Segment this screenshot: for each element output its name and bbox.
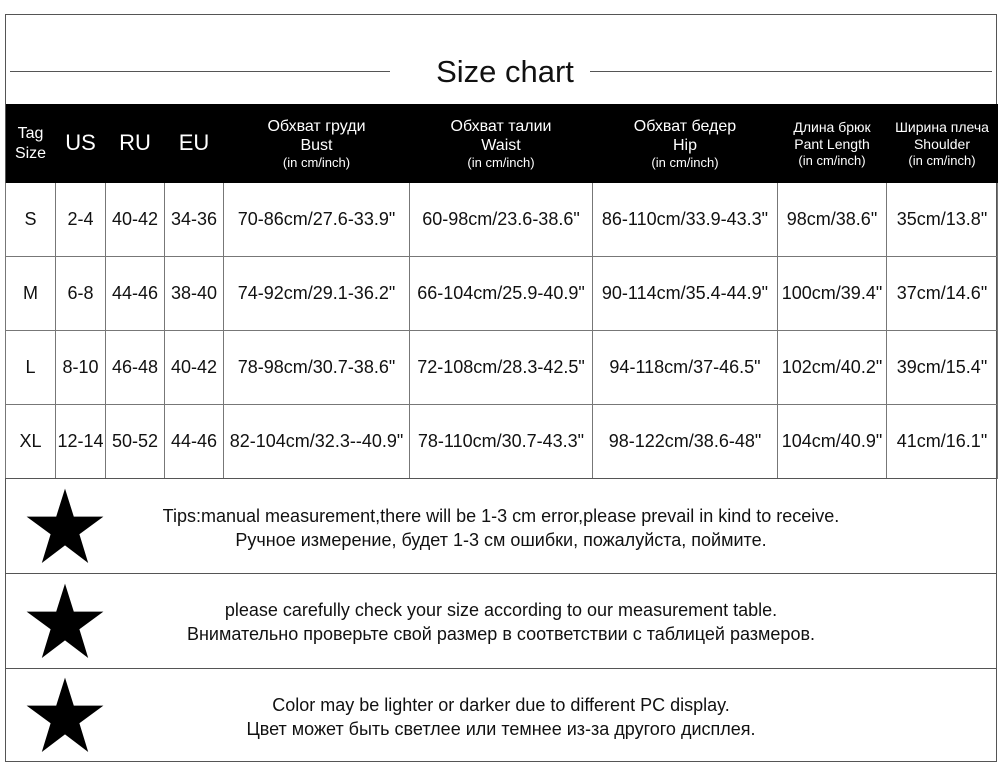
cell-shoulder: 39cm/15.4" — [887, 331, 998, 405]
tip-text-en: please carefully check your size according to our measurement table. — [224, 600, 778, 620]
cell-bust: 78-98cm/30.7-38.6" — [224, 331, 410, 405]
header-eu: EU — [165, 104, 224, 183]
cell-waist: 72-108cm/28.3-42.5" — [410, 331, 593, 405]
cell-waist: 66-104cm/25.9-40.9" — [410, 257, 593, 331]
tip-text-ru: Цвет может быть светлее или темнее из-за другого дисплея. — [246, 719, 756, 739]
cell-size: M — [6, 257, 56, 331]
cell-hip: 86-110cm/33.9-43.3" — [593, 183, 778, 257]
title-row — [5, 14, 997, 104]
cell-waist: 78-110cm/30.7-43.3" — [410, 405, 593, 479]
cell-shoulder: 41cm/16.1" — [887, 405, 998, 479]
tip-text-ru: Внимательно проверьте свой размер в соответствии с таблицей размеров. — [186, 624, 816, 644]
title-left-rule — [10, 71, 390, 72]
tip-text-en: Color may be lighter or darker due to different PC display. — [272, 695, 730, 715]
header-row — [6, 104, 998, 183]
cell-size: S — [6, 183, 56, 257]
cell-size: XL — [6, 405, 56, 479]
cell-ru: 50-52 — [106, 405, 165, 479]
cell-bust: 70-86cm/27.6-33.9" — [224, 183, 410, 257]
cell-eu: 34-36 — [165, 183, 224, 257]
cell-hip: 98-122cm/38.6-48" — [593, 405, 778, 479]
cell-eu: 40-42 — [165, 331, 224, 405]
table-row — [6, 257, 998, 331]
cell-us: 8-10 — [56, 331, 106, 405]
header-bust: Обхват груди Bust (in cm/inch) — [224, 104, 410, 183]
cell-bust: 82-104cm/32.3--40.9" — [224, 405, 410, 479]
tip-block — [5, 573, 997, 668]
cell-eu: 44-46 — [165, 405, 224, 479]
cell-pant: 98cm/38.6" — [778, 183, 887, 257]
cell-size: L — [6, 331, 56, 405]
header-shoulder: Ширина плеча Shoulder (in cm/inch) — [887, 104, 998, 183]
header-tag-size: Tag Size — [6, 104, 56, 183]
cell-us: 12-14 — [56, 405, 106, 479]
page-title: Size chart — [436, 54, 574, 89]
header-pant-length: Длина брюк Pant Length (in cm/inch) — [778, 104, 887, 183]
table-row — [6, 405, 998, 479]
table-row — [6, 331, 998, 405]
tip-block — [5, 668, 997, 762]
cell-hip: 90-114cm/35.4-44.9" — [593, 257, 778, 331]
cell-shoulder: 35cm/13.8" — [887, 183, 998, 257]
table-row — [6, 183, 998, 257]
header-us: US — [56, 104, 106, 183]
tip-text-ru: Ручное измерение, будет 1-3 см ошибки, пожалуйста, поймите. — [235, 530, 767, 550]
cell-waist: 60-98cm/23.6-38.6" — [410, 183, 593, 257]
header-waist: Обхват талии Waist (in cm/inch) — [410, 104, 593, 183]
cell-ru: 40-42 — [106, 183, 165, 257]
size-table — [5, 104, 998, 479]
tip-block — [5, 478, 997, 573]
cell-pant: 100cm/39.4" — [778, 257, 887, 331]
cell-bust: 74-92cm/29.1-36.2" — [224, 257, 410, 331]
tip-text-en: Tips:manual measurement,there will be 1-3 cm error,please prevail in kind to receive. — [162, 506, 840, 526]
cell-pant: 102cm/40.2" — [778, 331, 887, 405]
cell-ru: 46-48 — [106, 331, 165, 405]
header-hip: Обхват бедер Hip (in cm/inch) — [593, 104, 778, 183]
cell-us: 2-4 — [56, 183, 106, 257]
cell-us: 6-8 — [56, 257, 106, 331]
header-ru: RU — [106, 104, 165, 183]
cell-ru: 44-46 — [106, 257, 165, 331]
cell-pant: 104cm/40.9" — [778, 405, 887, 479]
title-right-rule — [590, 71, 992, 72]
cell-hip: 94-118cm/37-46.5" — [593, 331, 778, 405]
cell-eu: 38-40 — [165, 257, 224, 331]
cell-shoulder: 37cm/14.6" — [887, 257, 998, 331]
